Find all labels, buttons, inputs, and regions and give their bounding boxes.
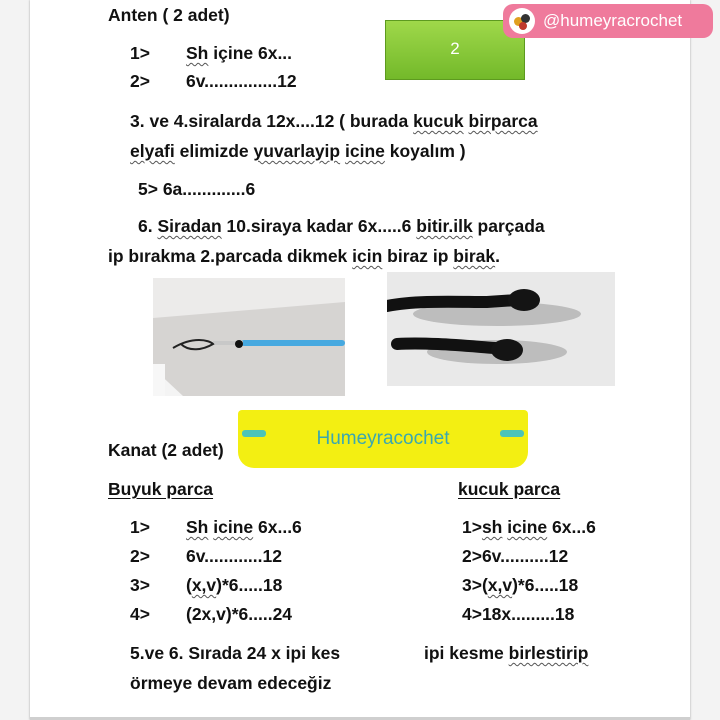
photo-crochet-hook [153,278,345,396]
big-row2: 6v............12 [186,546,282,566]
note-right: ipi kesme birlestirip [424,643,589,663]
small-row3: 3>(x,v)*6.....18 [462,575,579,595]
small-row2: 2>6v..........12 [462,546,569,566]
small-row4: 4>18x.........18 [462,604,575,624]
anten-row5: 5> 6a.............6 [138,179,256,199]
big-row4-num: 4> [130,604,150,624]
big-row1: Sh icine 6x...6 [186,517,302,537]
watermark-handle: @humeyracrochet [543,11,683,30]
big-row1-num: 1> [130,517,150,537]
photo-antennae-drawing [387,272,615,386]
small-row1: 1>sh icine 6x...6 [462,517,596,537]
anten-row1-num: 1> [130,43,150,63]
anten-row3-line2: elyafi elimizde yuvarlayip icine koyalım ) [130,141,466,161]
photo-antennae [387,272,615,386]
kanat-title: Kanat (2 adet) [108,440,224,460]
banner-label: Humeyracochet [316,428,450,449]
anten-title: Anten ( 2 adet) [108,5,230,25]
humeyracochet-banner [238,410,528,468]
big-row4: (2x,v)*6.....24 [186,604,293,624]
note-line2: örmeye devam edeceğiz [130,673,332,693]
anten-row6-line1: 6. Siradan 10.siraya kadar 6x.....6 bitir.ilk parçada [138,216,545,236]
big-row2-num: 2> [130,546,150,566]
note-line1: 5.ve 6. Sırada 24 x ipi kes [130,643,341,663]
photo-crochet-hook-drawing [153,278,345,396]
big-row3: (x,v)*6.....18 [186,575,283,595]
watermark-tag [503,4,713,38]
anten-row1: Sh içine 6x... [186,43,293,63]
anten-row6-line2: ip bırakma 2.parcada dikmek icin biraz ip birak. [108,246,500,266]
big-part-title: Buyuk parca [108,479,214,499]
anten-row3-line1: 3. ve 4.siralarda 12x....12 ( burada kucuk birparca [130,111,538,131]
small-part-title: kucuk parca [458,479,561,499]
badge-label: 2 [450,39,460,58]
anten-row2: 6v...............12 [186,71,297,91]
avatar-icon [509,8,535,34]
big-row3-num: 3> [130,575,150,595]
anten-row2-num: 2> [130,71,150,91]
